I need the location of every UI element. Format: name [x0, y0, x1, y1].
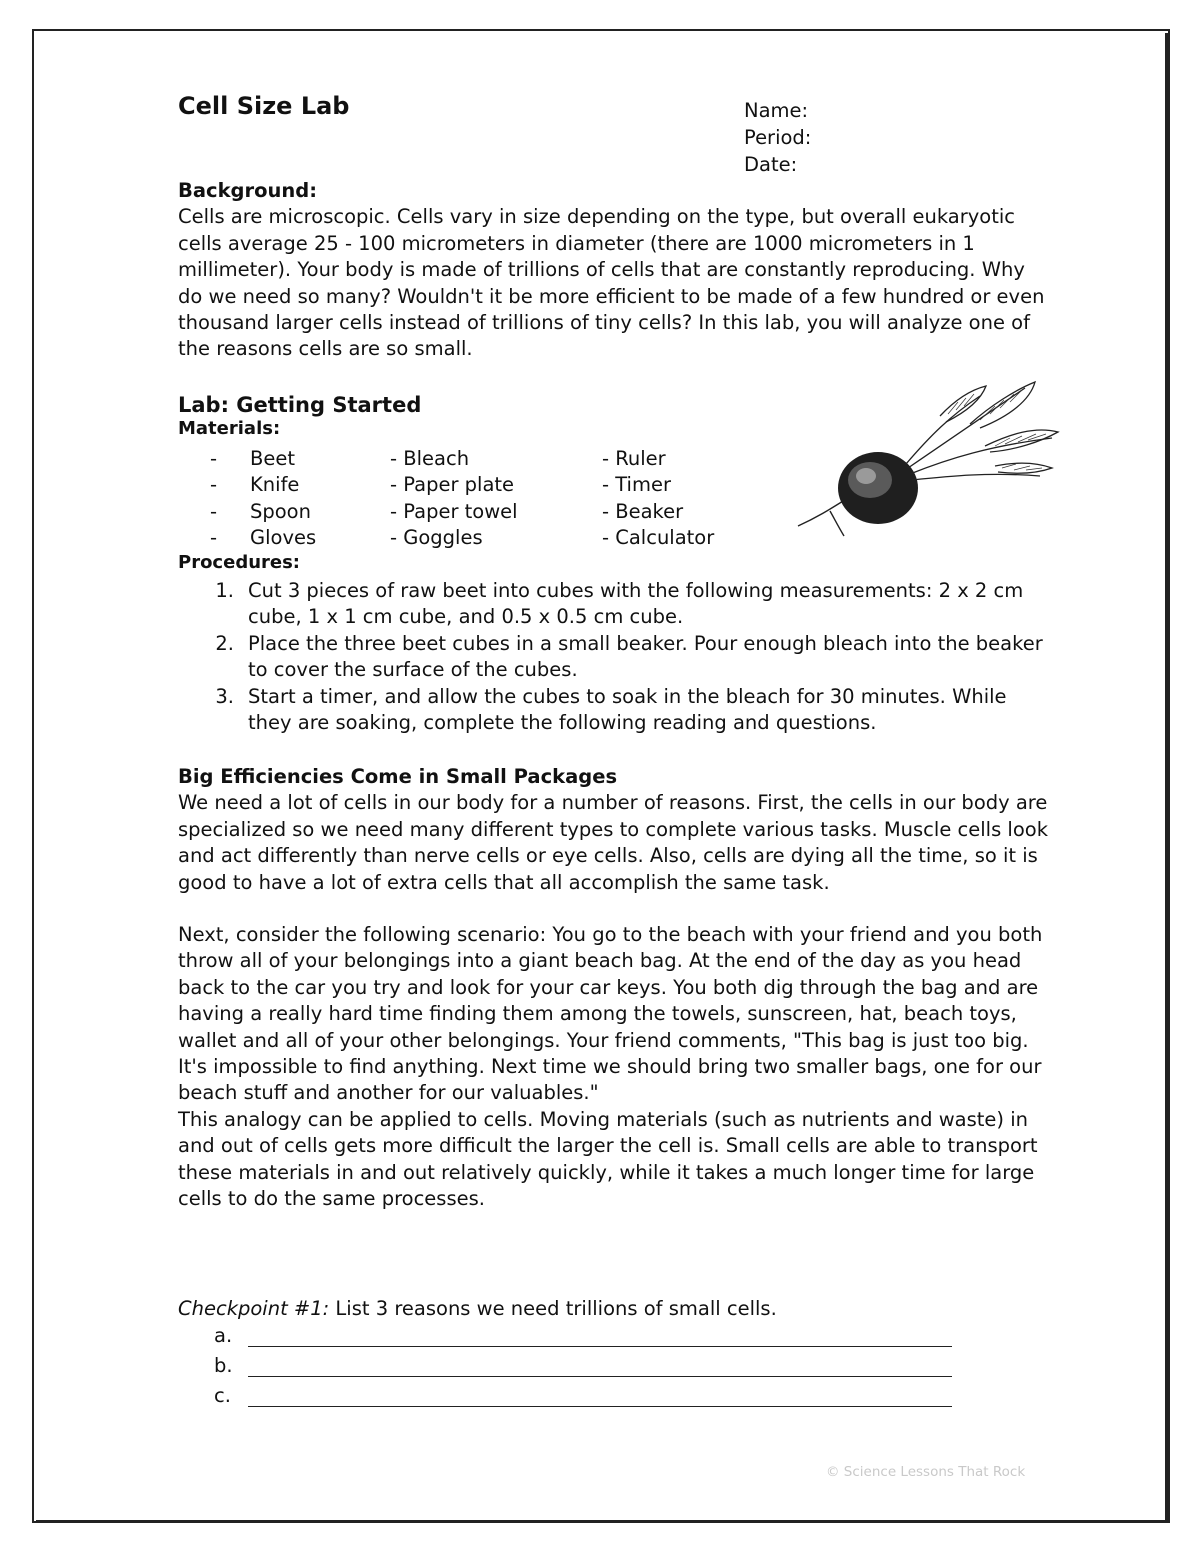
material-item: Knife	[250, 473, 300, 497]
materials-row: - Beet - Bleach - Ruler	[210, 446, 714, 472]
material-item: - Goggles	[390, 526, 483, 550]
procedure-item: 3. Start a timer, and allow the cubes to soak in the bleach for 30 minutes. While they are soaking, complete the following reading and questions.	[215, 684, 1007, 735]
answer-label: c.	[214, 1384, 231, 1407]
beet-illustration	[790, 376, 1060, 548]
materials-row: - Gloves - Goggles - Calculator	[210, 525, 714, 551]
date-label: Date:	[744, 153, 798, 176]
checkpoint-text: List 3 reasons we need trillions of small cells.	[329, 1297, 777, 1320]
material-item: - Calculator	[602, 526, 715, 550]
procedure-item: 2. Place the three beet cubes in a small beaker. Pour enough bleach into the beaker to cover the surface of the cubes.	[215, 631, 1043, 682]
materials-row: - Spoon - Paper towel - Beaker	[210, 499, 714, 525]
material-item: - Bleach	[390, 447, 470, 470]
answer-row	[214, 1324, 952, 1347]
answer-row	[214, 1384, 952, 1407]
student-info	[744, 97, 811, 178]
checkpoint-label: Checkpoint #1:	[178, 1297, 330, 1320]
materials-list	[210, 446, 714, 552]
reading-paragraph: We need a lot of cells in our body for a number of reasons. First, the cells in our body are specialized so we need many different types to complete various tasks. Muscle cells look and act differently than nerve cells or eye cells. Also, cells are dying all the time, so it is good to have a lot of extra cells that all accomplish the same task.	[178, 791, 1048, 894]
answer-line[interactable]	[248, 1354, 952, 1377]
period-label: Period:	[744, 126, 812, 149]
page-title: Cell Size Lab	[178, 92, 350, 120]
answer-label: a.	[214, 1324, 233, 1347]
material-item: Beet	[250, 447, 296, 470]
procedures-heading: Procedures:	[178, 552, 301, 573]
answer-line[interactable]	[248, 1324, 952, 1347]
material-item: - Ruler	[602, 447, 666, 470]
procedures-list	[178, 578, 1048, 736]
answer-label: b.	[214, 1354, 233, 1377]
background-heading: Background:	[178, 179, 318, 202]
answer-line[interactable]	[248, 1384, 952, 1407]
procedures-section	[178, 552, 1048, 736]
materials-heading: Materials:	[178, 418, 281, 440]
material-item: - Paper plate	[390, 473, 515, 497]
background-text: Cells are microscopic. Cells vary in size depending on the type, but overall eukaryotic cells average 25 - 100 micrometers in diameter (there are 1000 micrometers in 1 millimeter). Your body is made of trillions of cells that are constantly reproducing. Why do we need so many? Wouldn't it be more efficient to be made of a few hundred or even thousand larger cells instead of trillions of tiny cells? In this lab, you will analyze one of the reasons cells are so small.	[178, 205, 1045, 361]
reading-paragraph: This analogy can be applied to cells. Moving materials (such as nutrients and waste) in and out of cells gets more difficult the larger the cell is. Small cells are able to transport these materials in and out relatively quickly, while it takes a much longer time for large cells to do the same processes.	[178, 1107, 1038, 1211]
lab-heading: Lab: Getting Started	[178, 393, 422, 417]
name-label: Name:	[744, 99, 809, 122]
reading-section	[178, 764, 1048, 1213]
answer-row	[214, 1354, 952, 1377]
background-section	[178, 178, 1048, 363]
material-item: - Paper towel	[390, 499, 518, 523]
copyright-notice: © Science Lessons That Rock	[826, 1464, 1026, 1480]
reading-paragraph: Next, consider the following scenario: You go to the beach with your friend and you both throw all of your belongings into a giant beach bag. At the end of the day as you head back to the car you try and look for your car keys. You both dig through the bag and are having a really hard time finding them among the towels, sunscreen, hat, beach toys, wallet and all of your other belongings. Your friend comments, "This bag is just too big. It's impossible to find anything. Next time we should bring two smaller bags, one for our beach stuff and another for our valuables."	[178, 923, 1043, 1105]
material-item: Gloves	[250, 526, 317, 550]
material-item: Spoon	[250, 499, 311, 523]
procedure-item: 1. Cut 3 pieces of raw beet into cubes with the following measurements: 2 x 2 cm cube, 1 x 1 cm cube, and 0.5 x 0.5 cm cube.	[215, 579, 1024, 629]
material-item: - Timer	[602, 473, 671, 497]
material-item: - Beaker	[602, 499, 684, 523]
reading-heading: Big Efficiencies Come in Small Packages	[178, 765, 618, 788]
materials-row: - Knife - Paper plate - Timer	[210, 472, 714, 498]
checkpoint-prompt	[178, 1297, 777, 1320]
